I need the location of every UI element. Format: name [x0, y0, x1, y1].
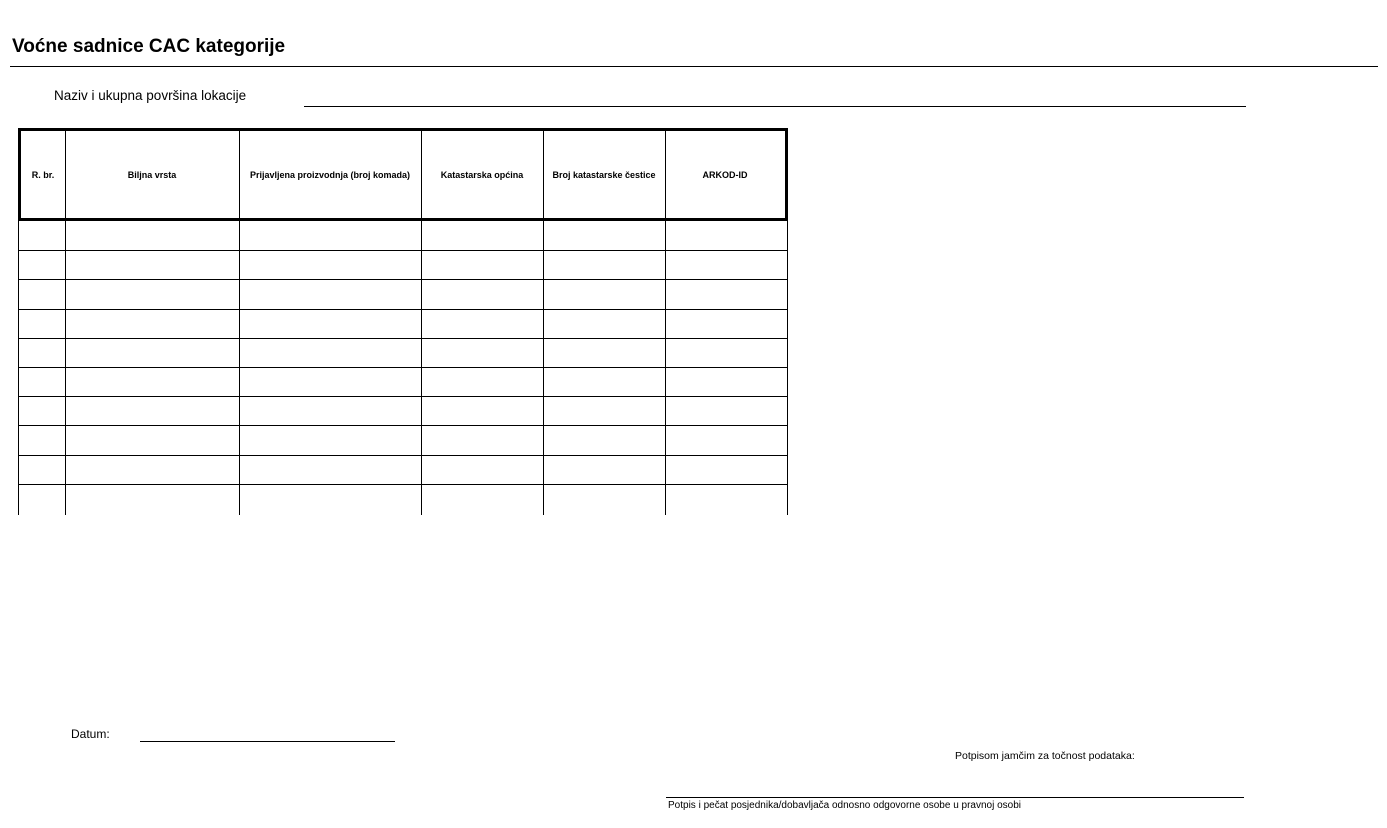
table-cell[interactable]: [239, 484, 421, 513]
table-cell[interactable]: [421, 338, 543, 367]
row-divider: [18, 279, 788, 280]
column-header-rbr: R. br.: [31, 169, 55, 180]
table-cell[interactable]: [65, 221, 239, 250]
table-cell[interactable]: [421, 250, 543, 279]
table-cell[interactable]: [665, 338, 787, 367]
row-divider: [18, 367, 788, 368]
table-cell[interactable]: [65, 309, 239, 338]
table-cell[interactable]: [421, 484, 543, 513]
table-cell[interactable]: [65, 396, 239, 425]
table-cell[interactable]: [665, 484, 787, 513]
table-cell[interactable]: [665, 221, 787, 250]
table-cell[interactable]: [665, 250, 787, 279]
table-cell[interactable]: [239, 425, 421, 454]
title-divider: [10, 66, 1378, 67]
table-cell[interactable]: [543, 484, 665, 513]
table-row: [18, 221, 788, 250]
table-cell[interactable]: [65, 484, 239, 513]
table-cell[interactable]: [18, 309, 65, 338]
row-divider: [18, 484, 788, 485]
table-cell[interactable]: [65, 338, 239, 367]
table-cell[interactable]: [65, 455, 239, 484]
row-divider: [18, 396, 788, 397]
table-cell[interactable]: [239, 455, 421, 484]
signature-line[interactable]: [666, 797, 1244, 798]
table-cell[interactable]: [18, 425, 65, 454]
table-cell[interactable]: [421, 309, 543, 338]
column-divider: [239, 128, 240, 515]
column-divider: [18, 221, 19, 515]
table-cell[interactable]: [543, 309, 665, 338]
table-cell[interactable]: [421, 396, 543, 425]
table-cell[interactable]: [18, 221, 65, 250]
column-header-broj-cestice: Broj katastarske čestice: [552, 169, 656, 180]
table-cell[interactable]: [65, 425, 239, 454]
table-cell[interactable]: [239, 396, 421, 425]
table-cell[interactable]: [421, 425, 543, 454]
row-divider: [18, 425, 788, 426]
table-cell[interactable]: [543, 425, 665, 454]
table-cell[interactable]: [543, 221, 665, 250]
table-cell[interactable]: [543, 338, 665, 367]
table-cell[interactable]: [18, 484, 65, 513]
column-divider: [787, 221, 788, 515]
date-input-line[interactable]: [140, 741, 395, 742]
table-cell[interactable]: [18, 455, 65, 484]
column-header-katastarska-opcina: Katastarska općina: [440, 169, 524, 180]
row-divider: [18, 338, 788, 339]
table-cell[interactable]: [665, 309, 787, 338]
table-cell[interactable]: [665, 425, 787, 454]
column-header-arkod-id: ARKOD-ID: [702, 169, 748, 180]
table-cell[interactable]: [665, 367, 787, 396]
row-divider: [18, 250, 788, 251]
table-row: [18, 425, 788, 454]
table-cell[interactable]: [543, 455, 665, 484]
guarantee-text: Potpisom jamčim za točnost podataka:: [955, 750, 1135, 762]
table-cell[interactable]: [18, 367, 65, 396]
table-cell[interactable]: [421, 367, 543, 396]
row-divider: [18, 455, 788, 456]
table-cell[interactable]: [18, 279, 65, 308]
table-cell[interactable]: [239, 279, 421, 308]
location-input-line[interactable]: [304, 106, 1246, 107]
column-divider: [543, 128, 544, 515]
table-row: [18, 279, 788, 308]
table-row: [18, 367, 788, 396]
table-row: [18, 396, 788, 425]
table-header: [18, 128, 788, 221]
table-cell[interactable]: [543, 367, 665, 396]
table-row: [18, 338, 788, 367]
column-header-biljna-vrsta: Biljna vrsta: [127, 169, 177, 180]
table-row: [18, 309, 788, 338]
signature-label: Potpis i pečat posjednika/dobavljača odnosno odgovorne osobe u pravnoj osobi: [668, 800, 1022, 811]
column-header-prijavljena-proizvodnja: Prijavljena proizvodnja (broj komada): [249, 169, 411, 180]
column-divider: [421, 128, 422, 515]
table-cell[interactable]: [18, 338, 65, 367]
table-cell[interactable]: [543, 396, 665, 425]
column-divider: [665, 128, 666, 515]
table-cell[interactable]: [543, 250, 665, 279]
table-cell[interactable]: [239, 250, 421, 279]
table-cell[interactable]: [18, 250, 65, 279]
table-cell[interactable]: [665, 455, 787, 484]
location-label: Naziv i ukupna površina lokacije: [54, 88, 247, 103]
row-divider: [18, 309, 788, 310]
table-cell[interactable]: [65, 279, 239, 308]
table-cell[interactable]: [665, 396, 787, 425]
table-cell[interactable]: [421, 455, 543, 484]
table-cell[interactable]: [421, 279, 543, 308]
page-title: Voćne sadnice CAC kategorije: [12, 36, 286, 57]
table-row: [18, 250, 788, 279]
date-label: Datum:: [71, 727, 110, 741]
table-row: [18, 484, 788, 513]
table-cell[interactable]: [543, 279, 665, 308]
table-cell[interactable]: [18, 396, 65, 425]
table-cell[interactable]: [665, 279, 787, 308]
table-cell[interactable]: [65, 250, 239, 279]
table-cell[interactable]: [239, 338, 421, 367]
column-divider: [65, 128, 66, 515]
table-cell[interactable]: [239, 309, 421, 338]
table-cell[interactable]: [239, 221, 421, 250]
table-row: [18, 455, 788, 484]
table-cell[interactable]: [421, 221, 543, 250]
table-cell[interactable]: [239, 367, 421, 396]
table-cell[interactable]: [65, 367, 239, 396]
